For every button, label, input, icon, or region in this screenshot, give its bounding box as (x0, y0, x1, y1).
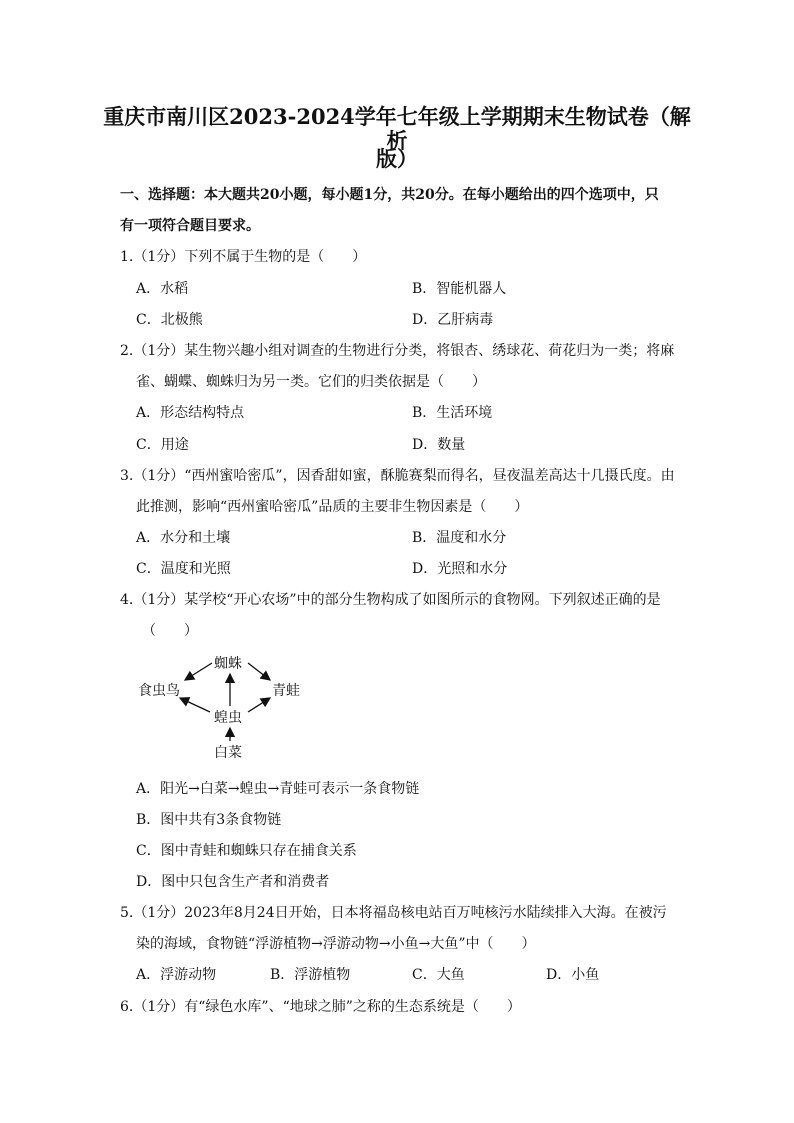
question-3-stem-line1: 3.（1分）“西州蜜哈密瓜”，因香甜如蜜，酥脆赛梨而得名，昼夜温差高达十几摄氏度。由 (120, 468, 675, 484)
node-shichongniao: 食虫鸟 (138, 683, 180, 699)
q1-option-c: C．北极熊 (136, 312, 203, 328)
q2-option-d: D．数量 (412, 437, 466, 453)
q4-option-d: D．图中只包含生产者和消费者 (136, 874, 330, 890)
q4-option-c: C．图中青蛙和蜘蛛只存在捕食关系 (136, 843, 357, 859)
question-2-stem-line2: 雀、蝴蝶、蜘蛛归为另一类。它们的归类依据是（ ） (136, 374, 486, 390)
q4-option-a: A．阳光→白菜→蝗虫→青蛙可表示一条食物链 (136, 781, 420, 797)
q5-option-d: D．小鱼 (546, 967, 600, 983)
arrow-huangchong-to-shichongniao (180, 698, 210, 712)
arrow-zhizhu-to-shichongniao (185, 663, 212, 680)
q2-option-a: A．形态结构特点 (136, 405, 245, 421)
exam-title-line1: 重庆市南川区2023-2024学年七年级上学期期末生物试卷（解析 (103, 104, 691, 153)
question-3-stem-line2: 此推测，影响“西州蜜哈密瓜”品质的主要非生物因素是（ ） (136, 499, 529, 515)
q1-option-a: A．水稻 (136, 281, 189, 297)
question-4-stem-line2: （ ） (142, 623, 198, 639)
section-heading-line2: 有一项符合题目要求。 (120, 218, 260, 234)
exam-title-line2: 版） (376, 146, 418, 171)
arrow-zhizhu-to-qingwa (248, 663, 270, 680)
node-zhizhu: 蜘蛛 (214, 656, 242, 672)
q3-option-c: C．温度和光照 (136, 561, 231, 577)
section-heading-line1: 一、选择题：本大题共20小题，每小题1分，共20分。在每小题给出的四个选项中，只 (120, 187, 659, 203)
q3-option-a: A．水分和土壤 (136, 530, 231, 546)
question-4-stem-line1: 4.（1分）某学校“开心农场”中的部分生物构成了如图所示的食物网。下列叙述正确的是 (120, 592, 661, 608)
node-baicai: 白菜 (214, 745, 242, 761)
q5-option-b: B．浮游植物 (270, 967, 351, 983)
q2-option-c: C．用途 (136, 437, 189, 453)
q2-option-b: B．生活环境 (412, 405, 493, 421)
q1-option-d: D．乙肝病毒 (412, 312, 494, 328)
q1-option-b: B．智能机器人 (412, 281, 507, 297)
question-2-stem-line1: 2.（1分）某生物兴趣小组对调查的生物进行分类，将银杏、绣球花、荷花归为一类；将麻 (120, 343, 675, 359)
question-1-stem: 1.（1分）下列不属于生物的是（ ） (120, 249, 367, 265)
q3-option-d: D．光照和水分 (412, 561, 508, 577)
q3-option-b: B．温度和水分 (412, 530, 507, 546)
question-5-stem-line2: 染的海域，食物链“浮游植物→浮游动物→小鱼→大鱼”中（ ） (136, 936, 536, 952)
question-6-stem: 6.（1分）有“绿色水库”、“地球之肺”之称的生态系统是（ ） (120, 999, 521, 1015)
node-qingwa: 青蛙 (272, 683, 300, 699)
q5-option-a: A．浮游动物 (136, 967, 217, 983)
q4-option-b: B．图中共有3条食物链 (136, 812, 282, 828)
q5-option-c: C．大鱼 (412, 967, 465, 983)
node-huangchong: 蝗虫 (214, 710, 242, 726)
arrow-huangchong-to-qingwa (248, 698, 270, 712)
question-5-stem-line1: 5.（1分）2023年8月24日开始，日本将福岛核电站百万吨核污水陆续排入大海。在被污 (120, 905, 667, 921)
